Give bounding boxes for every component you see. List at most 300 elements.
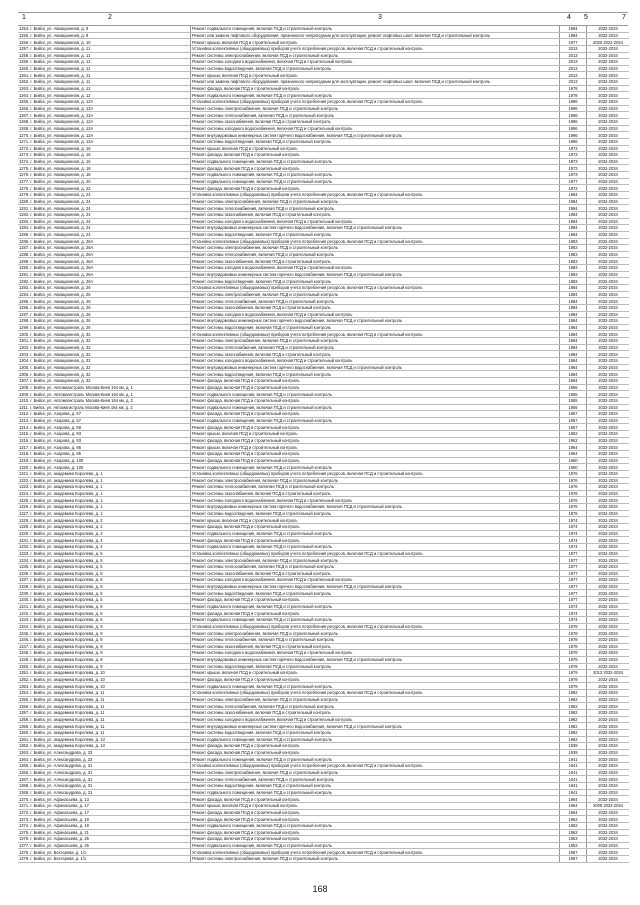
- address-cell: 1315. г. Бийск, ул. Азарова, д. 93: [18, 431, 191, 438]
- repair-period-cell: 2032-2034: [587, 324, 630, 331]
- table-row: [18, 271, 629, 278]
- work-type-cell: Ремонт подвального помещения, включая ПСД и строительный контроль: [191, 543, 560, 550]
- repair-period-cell: 2032-2034: [587, 125, 630, 132]
- repair-period-cell: 2032-2034: [587, 856, 630, 863]
- year-built-cell: 1955: [560, 384, 587, 391]
- address-cell: 1333. г. Бийск, ул. академика Королева, д. 5: [18, 550, 191, 557]
- repair-period-cell: 2032-2034: [587, 344, 630, 351]
- repair-period-cell: 2032-2034: [587, 391, 630, 398]
- address-cell: 1323. г. Бийск, ул. академика Королева, д. 1: [18, 484, 191, 491]
- repair-period-cell: 2032-2034: [587, 72, 630, 79]
- year-built-cell: 1996: [560, 112, 587, 119]
- repair-period-cell: 2032-2034: [587, 371, 630, 378]
- work-type-cell: Ремонт системы газоснабжения, включая ПСД и строительный контроль: [191, 304, 560, 311]
- work-type-cell: Ремонт системы электроснабжения, включая ПСД и строительный контроль: [191, 105, 560, 112]
- table-row: [18, 444, 629, 451]
- year-built-cell: 1984: [560, 32, 587, 39]
- address-cell: 1317. г. Бийск, ул. Азарова, д. 95: [18, 444, 191, 451]
- work-type-cell: Ремонт подвального помещения, включая ПСД и строительный контроль: [191, 530, 560, 537]
- table-row: [18, 829, 629, 836]
- work-type-cell: Ремонт системы водоотведения, включая ПСД и строительный контроль: [191, 138, 560, 145]
- year-built-cell: 1957: [560, 411, 587, 418]
- address-cell: 1273. г. Бийск, ул. Авиационная, д. 16: [18, 152, 191, 159]
- address-cell: 1325. г. Бийск, ул. академика Королева, д. 1: [18, 497, 191, 504]
- year-built-cell: 1974: [560, 517, 587, 524]
- address-cell: 1367. г. Бийск, ул. Александрова, д. 31: [18, 776, 191, 783]
- year-built-cell: 1973: [560, 165, 587, 172]
- table-row: [18, 424, 629, 431]
- repair-period-cell: 2032-2034: [587, 218, 630, 225]
- work-type-cell: Ремонт фасада, включая ПСД и строительный контроль: [191, 816, 560, 823]
- work-type-cell: Ремонт системы электроснабжения, включая ПСД и строительный контроль: [191, 52, 560, 59]
- repair-period-cell: 2032-2034: [587, 298, 630, 305]
- address-cell: 1379. г. Бийск, ул. Бехтерева, д. 1/1: [18, 856, 191, 863]
- work-type-cell: Ремонт подвального помещения, включая ПСД и строительный контроль: [191, 683, 560, 690]
- work-type-cell: Ремонт подвального помещения, включая ПСД и строительный контроль: [191, 789, 560, 796]
- work-type-cell: Установка коллективных (общедомовых) приборов учета потребления ресурсов, включая ПСД и строительный контроль: [191, 192, 560, 199]
- repair-period-cell: 2032-2034: [587, 198, 630, 205]
- repair-period-cell: 2032-2034: [587, 723, 630, 730]
- work-type-cell: Установка коллективных (общедомовых) приборов учета потребления ресурсов, включая ПСД и строительный контроль: [191, 550, 560, 557]
- address-cell: 1363. г. Бийск, ул. Александрова, д. 23: [18, 749, 191, 756]
- year-built-cell: 1984: [560, 338, 587, 345]
- address-cell: 1310. г. Бийск, ул. Автомагистраль Москва-Киев 164 км, д. 2: [18, 397, 191, 404]
- work-type-cell: Ремонт системы газоснабжения, включая ПСД и строительный контроль: [191, 351, 560, 358]
- repair-period-cell: 2032-2034: [587, 284, 630, 291]
- work-type-cell: Ремонт системы газоснабжения, включая ПСД и строительный контроль: [191, 118, 560, 125]
- table-row: [18, 218, 629, 225]
- address-cell: 1307. г. Бийск, ул. Авиационная, д. 32: [18, 377, 191, 384]
- repair-period-cell: 2032-2034: [587, 185, 630, 192]
- table-row: [18, 663, 629, 670]
- table-row: [18, 676, 629, 683]
- year-built-cell: 1984: [560, 198, 587, 205]
- repair-period-cell: 2032-2034: [587, 377, 630, 384]
- work-type-cell: Ремонт внутридомовых инженерных систем горячего водоснабжения, включая ПСД и строительный контроль: [191, 364, 560, 371]
- table-row: [18, 411, 629, 418]
- repair-period-cell: 2032-2034: [587, 457, 630, 464]
- repair-period-cell: 2032-2034: [587, 331, 630, 338]
- address-cell: 1286. г. Бийск, ул. Авиационная, д. 26А: [18, 238, 191, 245]
- table-row: [18, 716, 629, 723]
- repair-period-cell: 2032-2034: [587, 743, 630, 750]
- repair-period-cell: 2032-2034: [587, 716, 630, 723]
- address-cell: 1277. г. Бийск, ул. Авиационная, д. 20: [18, 178, 191, 185]
- work-type-cell: Ремонт системы теплоснабжения, включая ПСД и строительный контроль: [191, 484, 560, 491]
- repair-period-cell: 2032-2034: [587, 643, 630, 650]
- repair-period-cell: 2032-2034: [587, 251, 630, 258]
- table-row: [18, 351, 629, 358]
- year-built-cell: 1984: [560, 231, 587, 238]
- address-cell: 1267. г. Бийск, ул. Авиационная, д. 12А: [18, 112, 191, 119]
- repair-period-cell: 2032-2034: [587, 510, 630, 517]
- year-built-cell: 2013: [560, 72, 587, 79]
- year-built-cell: 1977: [560, 178, 587, 185]
- table-row: [18, 816, 629, 823]
- work-type-cell: Ремонт или замена лифтового оборудования, признанного непригодным для эксплуатации, ремонт лифтовых шахт, включая ПСД и строительный контроль: [191, 32, 560, 39]
- column-number: 5: [584, 14, 588, 21]
- work-type-cell: Ремонт подвального помещения, включая ПСД и строительный контроль: [191, 178, 560, 185]
- address-cell: 1331. г. Бийск, ул. академика Королева, д. 4: [18, 537, 191, 544]
- table-row: [18, 245, 629, 252]
- address-cell: 1337. г. Бийск, ул. академика Королева, д. 5: [18, 577, 191, 584]
- repair-period-cell: 2032-2034: [587, 709, 630, 716]
- year-built-cell: 1978: [560, 85, 587, 92]
- repair-period-cell: 2032-2034: [587, 530, 630, 537]
- address-cell: 1375. г. Бийск, ул. Афанасьева, д. 21: [18, 829, 191, 836]
- repair-schedule-table: [18, 26, 629, 863]
- address-cell: 1297. г. Бийск, ул. Авиационная, д. 26: [18, 311, 191, 318]
- repair-period-cell: 2032-2034: [587, 809, 630, 816]
- address-cell: 1261. г. Бийск, ул. Авиационная, д. 11: [18, 72, 191, 79]
- table-row: [18, 364, 629, 371]
- year-built-cell: 1982: [560, 723, 587, 730]
- repair-period-cell: 2032-2034: [587, 32, 630, 39]
- work-type-cell: Ремонт подвального помещения, включая ПСД и строительный контроль: [191, 158, 560, 165]
- work-type-cell: Ремонт фасада, включая ПСД и строительный контроль: [191, 829, 560, 836]
- work-type-cell: Ремонт внутридомовых инженерных систем горячего водоснабжения, включая ПСД и строительный контроль: [191, 271, 560, 278]
- work-type-cell: Ремонт крыши, включая ПСД и строительный контроль: [191, 72, 560, 79]
- year-built-cell: 1978: [560, 636, 587, 643]
- year-built-cell: 1962: [560, 437, 587, 444]
- table-row: [18, 623, 629, 630]
- repair-period-cell: 2032-2034: [587, 763, 630, 770]
- table-row: [18, 537, 629, 544]
- table-row: [18, 597, 629, 604]
- work-type-cell: Ремонт крыши, включая ПСД и строительный контроль: [191, 145, 560, 152]
- table-row: [18, 391, 629, 398]
- table-row: [18, 99, 629, 106]
- address-cell: 1369. г. Бийск, ул. Александрова, д. 31: [18, 789, 191, 796]
- table-row: [18, 205, 629, 212]
- address-cell: 1352. г. Бийск, ул. академика Королева, д. 10: [18, 676, 191, 683]
- repair-period-cell: 2032-2034: [587, 484, 630, 491]
- year-built-cell: 1962: [560, 431, 587, 438]
- year-built-cell: 1960: [560, 464, 587, 471]
- page-number: 168: [312, 884, 328, 894]
- address-cell: 1285. г. Бийск, ул. Авиационная, д. 24: [18, 231, 191, 238]
- year-built-cell: 1984: [560, 344, 587, 351]
- year-built-cell: 1984: [560, 298, 587, 305]
- work-type-cell: Установка коллективных (общедомовых) приборов учета потребления ресурсов, включая ПСД и строительный контроль: [191, 849, 560, 856]
- year-built-cell: 1996: [560, 125, 587, 132]
- address-cell: 1257. г. Бийск, ул. Авиационная, д. 11: [18, 45, 191, 52]
- table-row: [18, 145, 629, 152]
- work-type-cell: Ремонт внутридомовых инженерных систем горячего водоснабжения, включая ПСД и строительный контроль: [191, 583, 560, 590]
- year-built-cell: 1977: [560, 39, 587, 46]
- table-row: [18, 371, 629, 378]
- year-built-cell: 1983: [560, 238, 587, 245]
- address-cell: 1358. г. Бийск, ул. академика Королева, д. 11: [18, 716, 191, 723]
- year-built-cell: 1982: [560, 703, 587, 710]
- work-type-cell: Ремонт крыши, включая ПСД и строительный контроль: [191, 431, 560, 438]
- address-cell: 1336. г. Бийск, ул. академика Королева, д. 5: [18, 570, 191, 577]
- table-row: [18, 809, 629, 816]
- table-row: [18, 543, 629, 550]
- repair-period-cell: 2032-2034: [587, 703, 630, 710]
- table-row: [18, 397, 629, 404]
- table-row: [18, 842, 629, 849]
- year-built-cell: 1955: [560, 391, 587, 398]
- year-built-cell: 1976: [560, 497, 587, 504]
- repair-period-cell: 2032-2034: [587, 424, 630, 431]
- address-cell: 1347. г. Бийск, ул. академика Королева, д. 9: [18, 643, 191, 650]
- year-built-cell: 1964: [560, 796, 587, 803]
- address-cell: 1256. г. Бийск, ул. Авиационная, д. 10: [18, 39, 191, 46]
- address-cell: 1372. г. Бийск, ул. Афанасьева, д. 17: [18, 809, 191, 816]
- column-number: 1: [22, 14, 26, 21]
- repair-period-cell: 2032-2034: [587, 849, 630, 856]
- repair-period-cell: 2032-2034: [587, 477, 630, 484]
- repair-period-cell: 2032-2034: [587, 842, 630, 849]
- table-row: [18, 504, 629, 511]
- year-built-cell: 1984: [560, 364, 587, 371]
- table-row: [18, 583, 629, 590]
- address-cell: 1370. г. Бийск, ул. Афанасьева, д. 13: [18, 796, 191, 803]
- repair-period-cell: 2020 2022-2024: [587, 39, 630, 46]
- table-row: [18, 358, 629, 365]
- address-cell: 1334. г. Бийск, ул. академика Королева, д. 5: [18, 557, 191, 564]
- year-built-cell: 1987: [560, 849, 587, 856]
- work-type-cell: Ремонт внутридомовых инженерных систем горячего водоснабжения, включая ПСД и строительный контроль: [191, 504, 560, 511]
- work-type-cell: Ремонт фасада, включая ПСД и строительный контроль: [191, 85, 560, 92]
- year-built-cell: 1996: [560, 99, 587, 106]
- year-built-cell: 1974: [560, 543, 587, 550]
- column-number: 2: [108, 14, 112, 21]
- year-built-cell: 1941: [560, 783, 587, 790]
- work-type-cell: Ремонт системы электроснабжения, включая ПСД и строительный контроль: [191, 291, 560, 298]
- repair-period-cell: 2032-2034: [587, 165, 630, 172]
- year-built-cell: 1978: [560, 623, 587, 630]
- year-built-cell: 1982: [560, 709, 587, 716]
- table-row: [18, 451, 629, 458]
- year-built-cell: 1978: [560, 663, 587, 670]
- table-row: [18, 789, 629, 796]
- year-built-cell: 1955: [560, 397, 587, 404]
- repair-period-cell: 2032-2034: [587, 524, 630, 531]
- year-built-cell: 1984: [560, 311, 587, 318]
- year-built-cell: 1974: [560, 530, 587, 537]
- work-type-cell: Ремонт системы водоотведения, включая ПСД и строительный контроль: [191, 278, 560, 285]
- year-built-cell: 2013: [560, 45, 587, 52]
- address-cell: 1269. г. Бийск, ул. Авиационная, д. 12А: [18, 125, 191, 132]
- repair-period-cell: 2032-2034: [587, 537, 630, 544]
- repair-period-cell: 2032-2034: [587, 497, 630, 504]
- repair-period-cell: 2032-2034: [587, 118, 630, 125]
- year-built-cell: 1977: [560, 570, 587, 577]
- year-built-cell: 1982: [560, 716, 587, 723]
- year-built-cell: 1964: [560, 451, 587, 458]
- address-cell: 1305. г. Бийск, ул. Авиационная, д. 32: [18, 364, 191, 371]
- table-row: [18, 384, 629, 391]
- table-row: [18, 338, 629, 345]
- work-type-cell: Ремонт системы теплоснабжения, включая ПСД и строительный контроль: [191, 298, 560, 305]
- table-row: [18, 39, 629, 46]
- table-row: [18, 331, 629, 338]
- address-cell: 1265. г. Бийск, ул. Авиационная, д. 12А: [18, 99, 191, 106]
- year-built-cell: 1982: [560, 736, 587, 743]
- address-cell: 1264. г. Бийск, ул. Авиационная, д. 12: [18, 92, 191, 99]
- work-type-cell: Ремонт системы холодного водоснабжения, включая ПСД и строительный контроль: [191, 59, 560, 66]
- table-row: [18, 802, 629, 809]
- work-type-cell: Ремонт системы теплоснабжения, включая ПСД и строительный контроль: [191, 344, 560, 351]
- work-type-cell: Ремонт системы электроснабжения, включая ПСД и строительный контроль: [191, 630, 560, 637]
- address-cell: 1357. г. Бийск, ул. академика Королева, д. 11: [18, 709, 191, 716]
- year-built-cell: 1982: [560, 690, 587, 697]
- year-built-cell: 1976: [560, 490, 587, 497]
- table-row: [18, 318, 629, 325]
- table-row: [18, 630, 629, 637]
- year-built-cell: 1941: [560, 756, 587, 763]
- table-row: [18, 404, 629, 411]
- work-type-cell: Ремонт фасада, включая ПСД и строительный контроль: [191, 836, 560, 843]
- table-row: [18, 590, 629, 597]
- year-built-cell: 1977: [560, 557, 587, 564]
- repair-period-cell: 2032-2034: [587, 656, 630, 663]
- repair-period-cell: 2032-2034: [587, 351, 630, 358]
- address-cell: 1259. г. Бийск, ул. Авиационная, д. 11: [18, 59, 191, 66]
- table-row: [18, 690, 629, 697]
- address-cell: 1295. г. Бийск, ул. Авиационная, д. 26: [18, 298, 191, 305]
- repair-period-cell: 2032-2034: [587, 404, 630, 411]
- repair-period-cell: 2032-2034: [587, 610, 630, 617]
- year-built-cell: 2013: [560, 65, 587, 72]
- work-type-cell: Ремонт фасада, включая ПСД и строительный контроль: [191, 749, 560, 756]
- year-built-cell: 1983: [560, 258, 587, 265]
- address-cell: 1260. г. Бийск, ул. Авиационная, д. 11: [18, 65, 191, 72]
- work-type-cell: Ремонт подвального помещения, включая ПСД и строительный контроль: [191, 172, 560, 179]
- work-type-cell: Ремонт системы теплоснабжения, включая ПСД и строительный контроль: [191, 205, 560, 212]
- repair-period-cell: 2032-2034: [587, 729, 630, 736]
- repair-period-cell: 2032-2034: [587, 636, 630, 643]
- year-built-cell: 1973: [560, 152, 587, 159]
- address-cell: 1318. г. Бийск, ул. Азарова, д. 95: [18, 451, 191, 458]
- column-number: 4: [567, 14, 571, 21]
- work-type-cell: Ремонт фасада, включая ПСД и строительный контроль: [191, 384, 560, 391]
- year-built-cell: 1976: [560, 470, 587, 477]
- work-type-cell: Ремонт системы холодного водоснабжения, включая ПСД и строительный контроль: [191, 218, 560, 225]
- repair-period-cell: 2032-2034: [587, 464, 630, 471]
- address-cell: 1270. г. Бийск, ул. Авиационная, д. 12А: [18, 132, 191, 139]
- repair-period-cell: 2032-2034: [587, 570, 630, 577]
- work-type-cell: Ремонт фасада, включая ПСД и строительный контроль: [191, 457, 560, 464]
- table-row: [18, 776, 629, 783]
- address-cell: 1346. г. Бийск, ул. академика Королева, д. 9: [18, 636, 191, 643]
- repair-period-cell: 2032-2034: [587, 590, 630, 597]
- work-type-cell: Ремонт внутридомовых инженерных систем горячего водоснабжения, включая ПСД и строительный контроль: [191, 318, 560, 325]
- year-built-cell: 1979: [560, 676, 587, 683]
- address-cell: 1348. г. Бийск, ул. академика Королева, д. 9: [18, 650, 191, 657]
- address-cell: 1322. г. Бийск, ул. академика Королева, д. 1: [18, 477, 191, 484]
- year-built-cell: 1939: [560, 743, 587, 750]
- year-built-cell: 1939: [560, 749, 587, 756]
- work-type-cell: Ремонт системы газоснабжения, включая ПСД и строительный контроль: [191, 490, 560, 497]
- table-row: [18, 856, 629, 863]
- address-cell: 1302. г. Бийск, ул. Авиационная, д. 32: [18, 344, 191, 351]
- repair-period-cell: 2032-2034: [587, 291, 630, 298]
- address-cell: 1321. г. Бийск, ул. академика Королева, д. 1: [18, 470, 191, 477]
- year-built-cell: 1973: [560, 172, 587, 179]
- year-built-cell: 1976: [560, 484, 587, 491]
- table-row: [18, 683, 629, 690]
- repair-period-cell: 2032-2034: [587, 736, 630, 743]
- work-type-cell: Ремонт системы электроснабжения, включая ПСД и строительный контроль: [191, 338, 560, 345]
- table-row: [18, 165, 629, 172]
- table-row: [18, 79, 629, 86]
- repair-period-cell: 2032-2034: [587, 756, 630, 763]
- table-row: [18, 756, 629, 763]
- repair-period-cell: 2032-2034: [587, 776, 630, 783]
- table-row: [18, 85, 629, 92]
- table-row: [18, 703, 629, 710]
- table-row: [18, 530, 629, 537]
- table-row: [18, 524, 629, 531]
- repair-period-cell: 2032-2034: [587, 783, 630, 790]
- address-cell: 1313. г. Бийск, ул. Азарова, д. 57: [18, 417, 191, 424]
- work-type-cell: Ремонт системы электроснабжения, включая ПСД и строительный контроль: [191, 856, 560, 863]
- address-cell: 1298. г. Бийск, ул. Авиационная, д. 26: [18, 318, 191, 325]
- table-row: [18, 192, 629, 199]
- work-type-cell: Ремонт фасада, включая ПСД и строительный контроль: [191, 676, 560, 683]
- work-type-cell: Ремонт системы электроснабжения, включая ПСД и строительный контроль: [191, 198, 560, 205]
- repair-period-cell: 2032-2034: [587, 178, 630, 185]
- year-built-cell: 1941: [560, 789, 587, 796]
- table-row: [18, 517, 629, 524]
- address-cell: 1308. г. Бийск, ул. Автомагистраль Москва-Киев 164 км, д. 1: [18, 384, 191, 391]
- work-type-cell: Ремонт фасада, включая ПСД и строительный контроль: [191, 743, 560, 750]
- table-row: [18, 284, 629, 291]
- year-built-cell: 1996: [560, 118, 587, 125]
- repair-period-cell: 2032-2034: [587, 205, 630, 212]
- repair-period-cell: 2032-2034: [587, 550, 630, 557]
- year-built-cell: 1977: [560, 597, 587, 604]
- address-cell: 1342. г. Бийск, ул. академика Королева, д. 6: [18, 610, 191, 617]
- year-built-cell: 1983: [560, 265, 587, 272]
- repair-period-cell: 2032-2034: [587, 597, 630, 604]
- repair-period-cell: 2032-2034: [587, 99, 630, 106]
- repair-period-cell: 2032-2034: [587, 577, 630, 584]
- repair-period-cell: 2032-2034: [587, 623, 630, 630]
- year-built-cell: 1962: [560, 829, 587, 836]
- year-built-cell: 1957: [560, 424, 587, 431]
- table-row: [18, 225, 629, 232]
- table-row: [18, 457, 629, 464]
- repair-period-cell: 2032-2034: [587, 304, 630, 311]
- address-cell: 1365. г. Бийск, ул. Александрова, д. 31: [18, 763, 191, 770]
- repair-period-cell: 2032-2034: [587, 59, 630, 66]
- table-row: [18, 484, 629, 491]
- repair-period-cell: 2032-2034: [587, 417, 630, 424]
- address-cell: 1262. г. Бийск, ул. Авиационная, д. 11: [18, 79, 191, 86]
- year-built-cell: 1984: [560, 284, 587, 291]
- repair-period-cell: 2032-2034: [587, 583, 630, 590]
- address-cell: 1373. г. Бийск, ул. Афанасьева, д. 19: [18, 816, 191, 823]
- address-cell: 1301. г. Бийск, ул. Авиационная, д. 32: [18, 338, 191, 345]
- year-built-cell: 1984: [560, 218, 587, 225]
- work-type-cell: Установка коллективных (общедомовых) приборов учета потребления ресурсов, включая ПСД и строительный контроль: [191, 763, 560, 770]
- repair-period-cell: 2032-2034: [587, 138, 630, 145]
- address-cell: 1278. г. Бийск, ул. Авиационная, д. 22: [18, 185, 191, 192]
- repair-period-cell: 2032-2034: [587, 52, 630, 59]
- year-built-cell: 1953: [560, 842, 587, 849]
- address-cell: 1360. г. Бийск, ул. академика Королева, д. 11: [18, 729, 191, 736]
- year-built-cell: 1984: [560, 205, 587, 212]
- table-row: [18, 92, 629, 99]
- year-built-cell: 1977: [560, 583, 587, 590]
- repair-period-cell: 2032-2034: [587, 311, 630, 318]
- year-built-cell: 1964: [560, 809, 587, 816]
- year-built-cell: 1977: [560, 550, 587, 557]
